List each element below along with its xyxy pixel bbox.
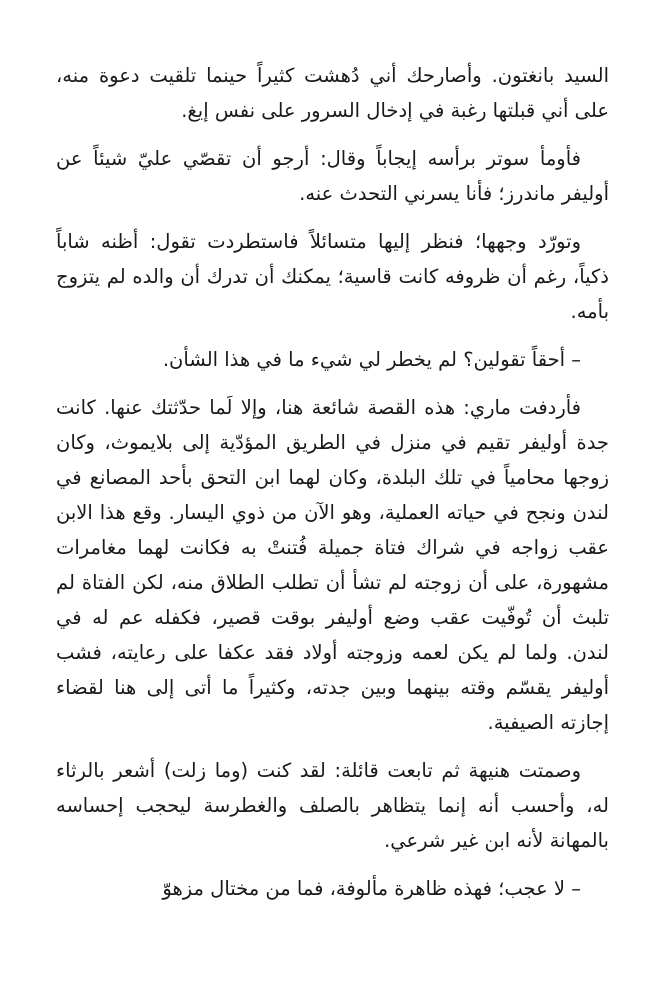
paragraph-6: وصمتت هنيهة ثم تابعت قائلة: لقد كنت (وما زلت) أشعر بالرثاء له، وأحسب أنه إنما يتظاهر بالصلف والغطرسة ليحجب إحساسه بالمهانة لأنه ابن غير شرعي. (56, 759, 609, 852)
paragraph-1: السيد بانغتون. وأصارحك أني دُهشت كثيراً حينما تلقيت دعوة منه، على أني قبلتها رغبة في إدخال السرور على نفس إيغ. (56, 64, 609, 122)
paragraph-2: فأومأ سوتر برأسه إيجاباً وقال: أرجو أن تقصّي عليّ شيئاً عن أوليفر ماندرز؛ فأنا يسرني التحدث عنه. (56, 147, 609, 205)
paragraph-7-dialogue: – لا عجب؛ فهذه ظاهرة مألوفة، فما من مختال مزهوّ (162, 877, 581, 900)
paragraph-3: وتورّد وجهها؛ فنظر إليها متسائلاً فاستطردت تقول: أظنه شاباً ذكياً، رغم أن ظروفه كانت قاسية؛ يمكنك أن تدرك أن والده لم يتزوج بأمه. (56, 230, 609, 323)
paragraph-5: فأردفت ماري: هذه القصة شائعة هنا، وإلا لَما حدّثتك عنها. كانت جدة أوليفر تقيم في منزل في الطريق المؤدّية إلى بلايموث، وكان زوجها محامياً في تلك البلدة، وكان لهما ابن التحق بأحد المصانع في لندن ونجح في حياته العملية، وهو الآن من ذوي اليسار. وقع هذا الابن عقب زواجه في شراك فتاة جميلة فُتنتْ به فكانت لهما مغامرات مشهورة، على أن زوجته لم تشأ أن تطلب الطلاق منه، لكن الفتاة لم تلبث أن تُوفّيت عقب وضع أوليفر بوقت قصير، فكفله عم له في لندن. ولما لم يكن لعمه وزوجته أولاد فقد عكفا على رعايته، فشب أوليفر يقسّم وقته بينهما وبين جدته، وكثيراً ما أتى إلى هنا لقضاء إجازته الصيفية. (56, 396, 609, 734)
paragraph-4-dialogue: – أحقاً تقولين؟ لم يخطر لي شيء ما في هذا الشأن. (162, 348, 581, 371)
